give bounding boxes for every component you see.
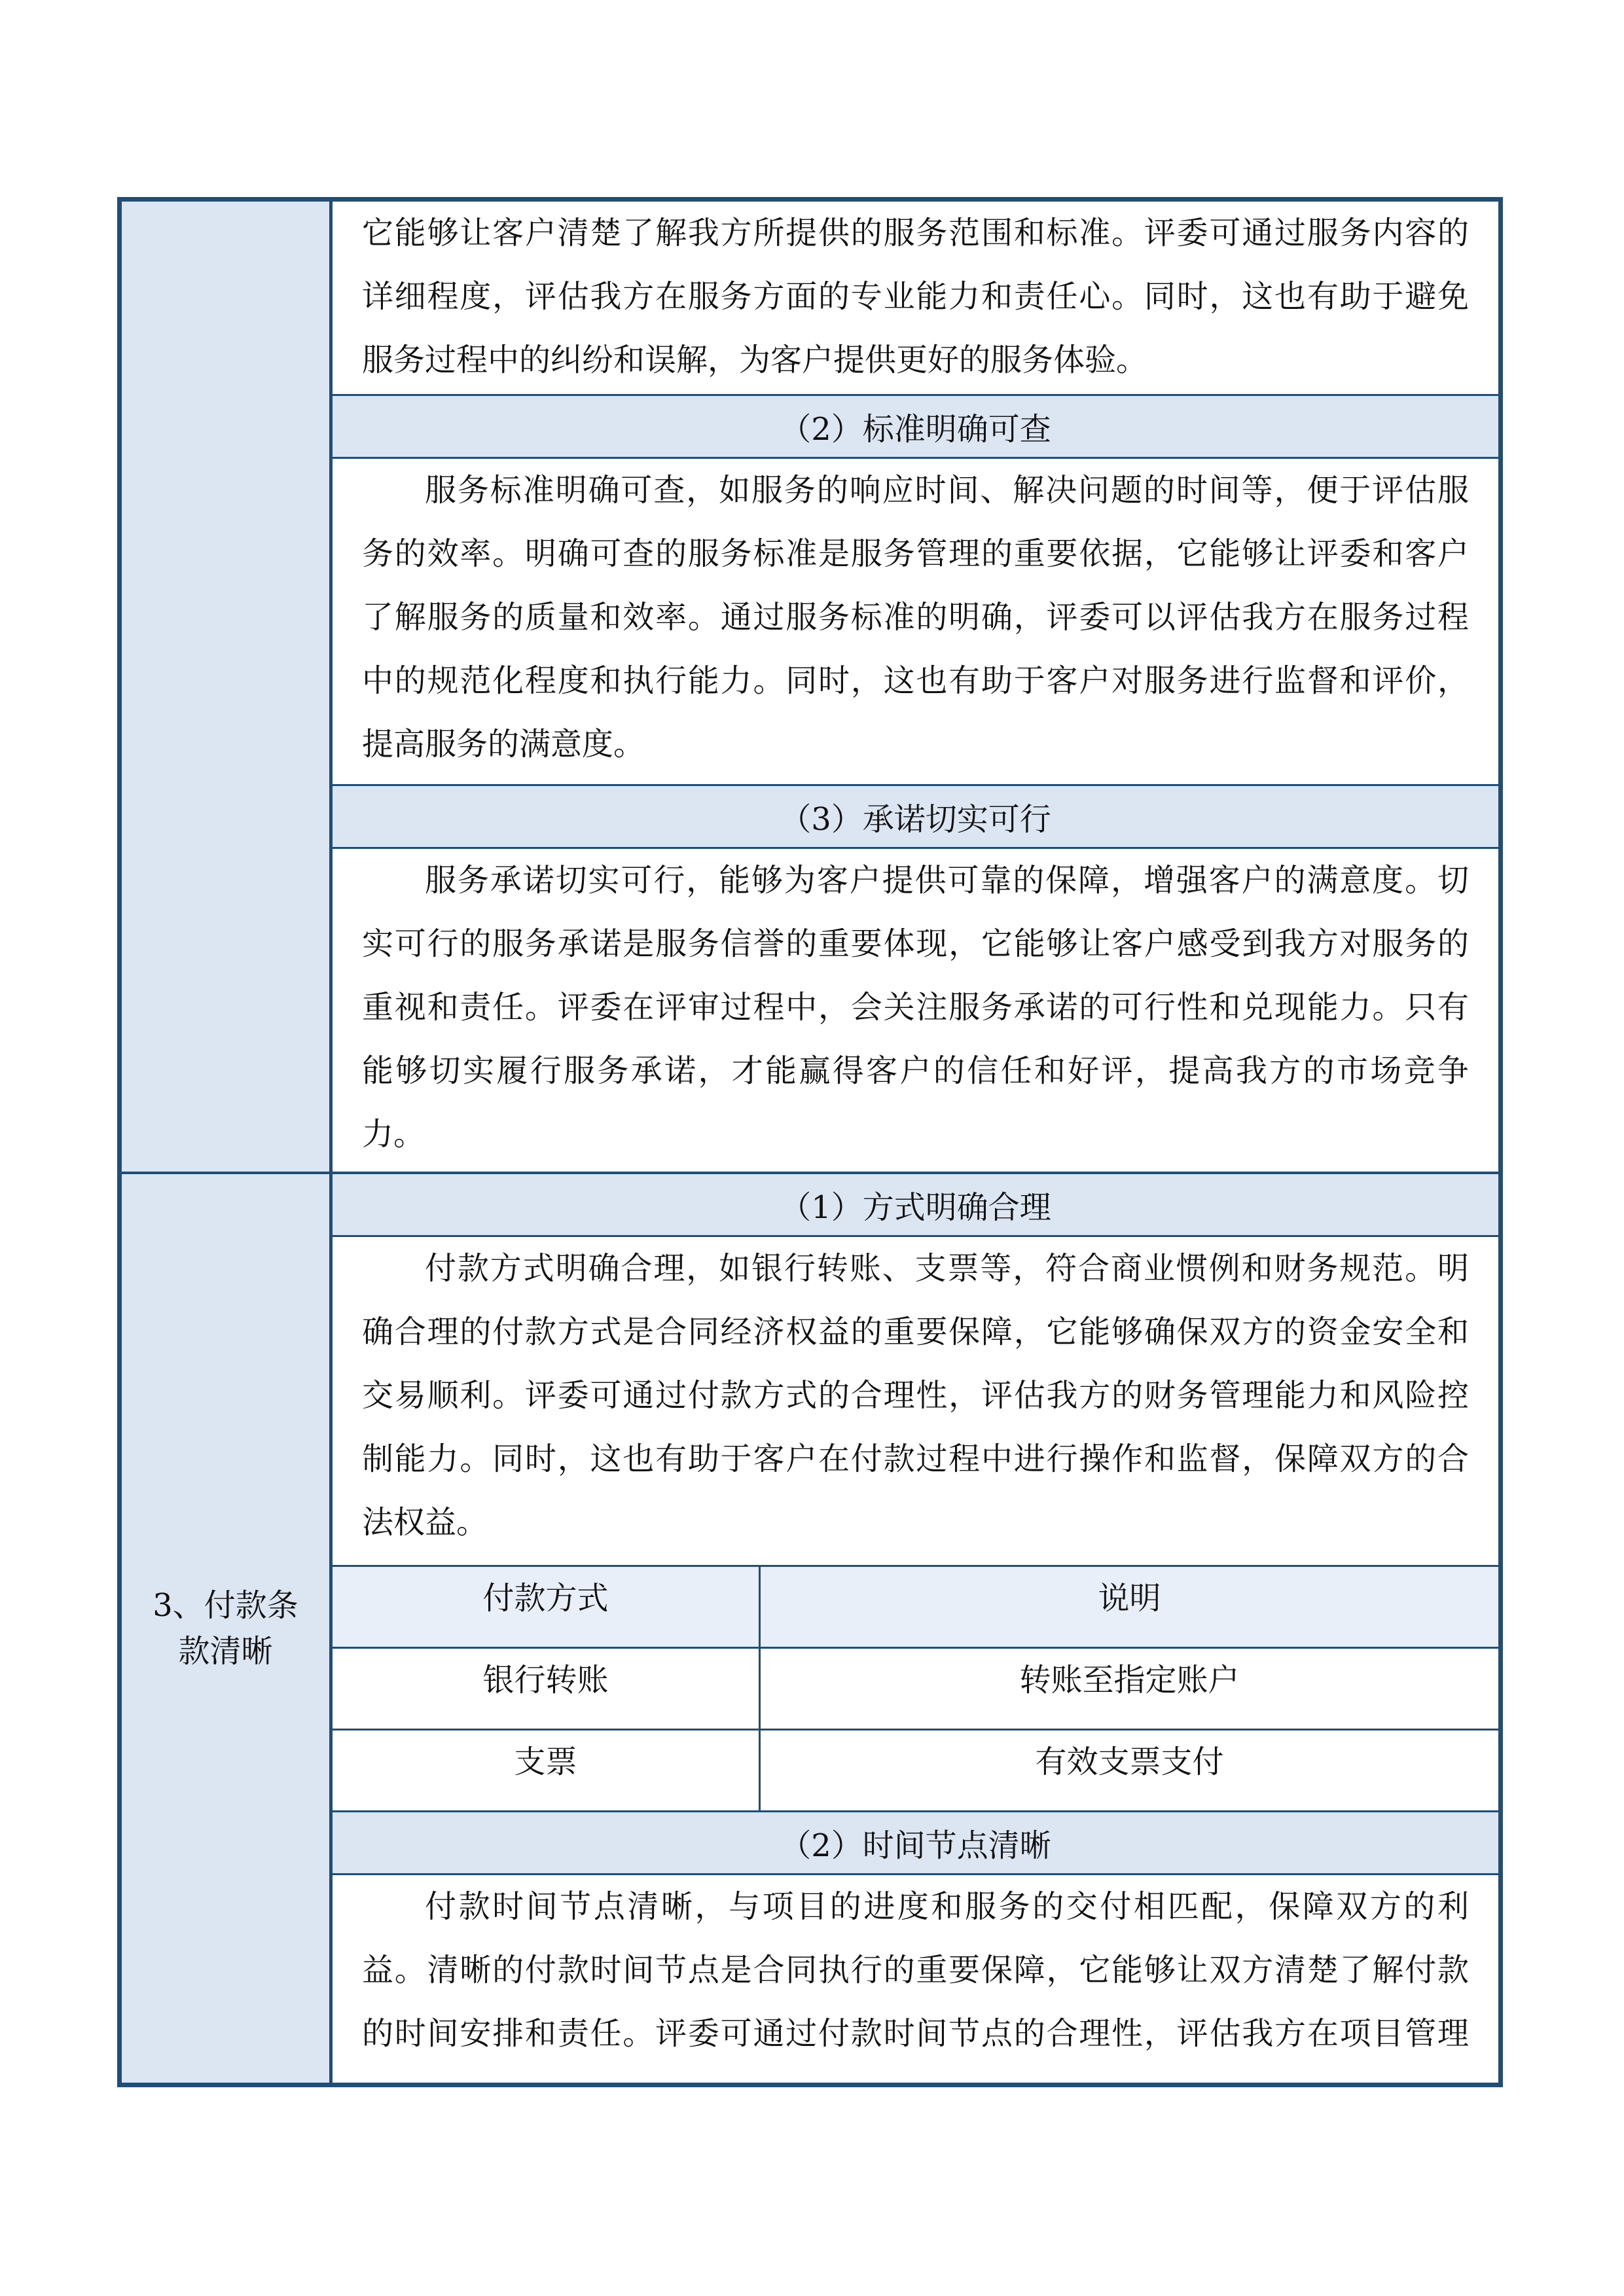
paragraph-line: 付款时间节点清晰，与项目的进度和服务的交付相匹配，保障双方的利 (425, 1888, 1469, 1925)
payment-description-cell: 转账至指定账户 (1019, 1662, 1240, 1698)
paragraph-line: 中的规范化程度和执行能力。同时，这也有助于客户对服务进行监督和评价， (362, 662, 1469, 699)
paragraph-line: 务的效率。明确可查的服务标准是服务管理的重要依据，它能够让评委和客户 (362, 535, 1469, 572)
payment-method-cell: 支票 (333, 1731, 761, 1810)
paragraph-line: 服务承诺切实可行，能够为客户提供可靠的保障，增强客户的满意度。切 (425, 862, 1469, 899)
criteria-table (117, 197, 1503, 2087)
paragraph-line: 确合理的付款方式是合同经济权益的重要保障，它能够确保双方的资金安全和 (362, 1314, 1469, 1350)
paragraph-line: 法权益。 (362, 1504, 488, 1541)
paragraph-line: 重视和责任。评委在评审过程中，会关注服务承诺的可行性和兑现能力。只有 (362, 989, 1469, 1026)
paragraph-line: 实可行的服务承诺是服务信誉的重要体现，它能够让客户感受到我方对服务的 (362, 925, 1469, 962)
paragraph-line: 了解服务的质量和效率。通过服务标准的明确，评委可以评估我方在服务过程 (362, 599, 1469, 636)
paragraph-line: 交易顺利。评委可通过付款方式的合理性，评估我方的财务管理能力和风险控 (362, 1377, 1469, 1414)
payment-table-row (333, 1731, 1498, 1812)
category-column (122, 202, 333, 2083)
paragraph-line: 它能够让客户清楚了解我方所提供的服务范围和标准。评委可通过服务内容的 (362, 215, 1469, 251)
paragraph-line: 力。 (362, 1116, 425, 1153)
paragraph-line: 服务过程中的纠纷和误解，为客户提供更好的服务体验。 (362, 342, 1148, 378)
category-cell-payment (122, 1174, 329, 2083)
section-heading: （2）标准明确可查 (333, 396, 1498, 459)
paragraph-line: 的时间安排和责任。评委可通过付款时间节点的合理性，评估我方在项目管理 (362, 2015, 1469, 2052)
payment-method-cell: 银行转账 (333, 1649, 761, 1729)
paragraph-line: 提高服务的满意度。 (362, 726, 645, 762)
paragraph-cell (333, 459, 1498, 786)
paragraph-cell (333, 202, 1498, 396)
payment-description-cell: 有效支票支付 (1035, 1744, 1224, 1780)
paragraph-line: 付款方式明确合理，如银行转账、支票等，符合商业惯例和财务规范。明 (425, 1250, 1469, 1287)
paragraph-line: 能够切实履行服务承诺，才能赢得客户的信任和好评，提高我方的市场竞争 (362, 1052, 1469, 1089)
section-heading: （3）承诺切实可行 (333, 786, 1498, 849)
paragraph-cell (333, 849, 1498, 1174)
section-heading: （1）方式明确合理 (333, 1174, 1498, 1237)
payment-table-row (333, 1649, 1498, 1731)
content-column (333, 202, 1498, 2083)
payment-table-header (333, 1567, 1498, 1649)
paragraph-line: 制能力。同时，这也有助于客户在付款过程中进行操作和监督，保障双方的合 (362, 1441, 1469, 1477)
payment-table-header-method: 付款方式 (333, 1567, 761, 1647)
paragraph-cell (333, 1237, 1498, 1567)
paragraph-cell (333, 1875, 1498, 2083)
section-heading: （2）时间节点清晰 (333, 1812, 1498, 1875)
category-cell-service (122, 202, 329, 1174)
paragraph-line: 服务标准明确可查，如服务的响应时间、解决问题的时间等，便于评估服 (425, 472, 1469, 509)
paragraph-line: 详细程度，评估我方在服务方面的专业能力和责任心。同时，这也有助于避免 (362, 278, 1469, 315)
paragraph-line: 益。清晰的付款时间节点是合同执行的重要保障，它能够让双方清楚了解付款 (362, 1952, 1469, 1988)
category-label: 3、付款条款清晰 (153, 1587, 298, 1670)
payment-table-header-description: 说明 (1098, 1580, 1161, 1617)
